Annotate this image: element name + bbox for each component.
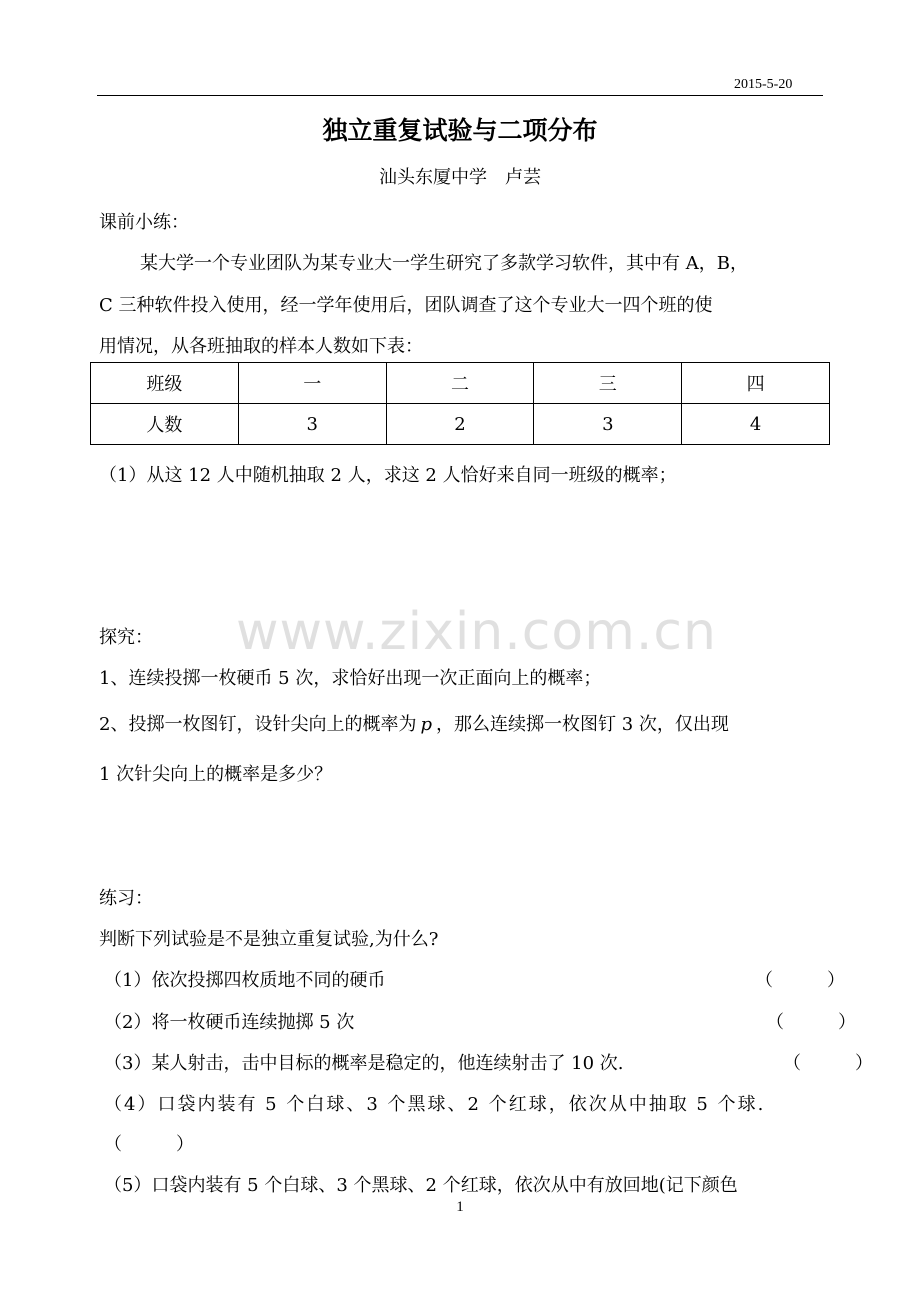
warmup-paragraph-line-1: 某大学一个专业团队为某专业大一学生研究了多款学习软件，其中有 A，B，	[140, 253, 748, 274]
table-cell: 二	[386, 363, 534, 404]
explore-item-1: 1、连续投掷一枚硬币 5 次，求恰好出现一次正面向上的概率；	[99, 668, 602, 689]
practice-item-1: （1）依次投掷四枚质地不同的硬币	[104, 970, 386, 991]
sample-table	[90, 362, 830, 445]
table-cell: 4	[682, 404, 830, 445]
practice-item-5: （5）口袋内装有 5 个白球、3 个黑球、2 个红球，依次从中有放回地(记下颜色	[104, 1175, 738, 1196]
answer-blank-1[interactable]: （ ）	[755, 970, 845, 991]
header-rule	[97, 95, 823, 96]
table-cell: 班级	[91, 363, 239, 404]
watermark: www.zixin.com.cn	[236, 602, 717, 662]
header-date: 2015-5-20	[734, 77, 793, 92]
answer-blank-2[interactable]: （ ）	[766, 1012, 856, 1033]
table-cell: 3	[534, 404, 682, 445]
explore-item-2-text-b: ，那么连续掷一枚图钉 3 次，仅出现	[435, 714, 729, 735]
explore-item-2-text-a: 2、投掷一枚图钉，设针尖向上的概率为	[99, 714, 417, 735]
warmup-question-1: （1）从这 12 人中随机抽取 2 人，求这 2 人恰好来自同一班级的概率；	[99, 465, 677, 486]
warmup-heading: 课前小练：	[99, 212, 189, 233]
explore-item-2-line-2: 1 次针尖向上的概率是多少？	[99, 764, 333, 785]
page-number: 1	[456, 1199, 464, 1215]
table-cell: 三	[534, 363, 682, 404]
table-cell: 人数	[91, 404, 239, 445]
warmup-paragraph-line-2: C 三种软件投入使用，经一学年使用后，团队调查了这个专业大一四个班的使	[99, 295, 713, 316]
table-cell: 四	[682, 363, 830, 404]
answer-blank-4[interactable]: （ ）	[104, 1134, 194, 1155]
practice-prompt: 判断下列试验是不是独立重复试验,为什么?	[99, 929, 439, 950]
table-header-row	[91, 363, 830, 404]
answer-blank-3[interactable]: （ ）	[783, 1053, 873, 1074]
table-row	[91, 404, 830, 445]
practice-item-3: （3）某人射击，击中目标的概率是稳定的，他连续射击了 10 次.	[104, 1053, 624, 1074]
practice-item-2: （2）将一枚硬币连续抛掷 5 次	[104, 1012, 355, 1033]
variable-p: p	[420, 714, 432, 735]
practice-item-4: （4）口袋内装有 5 个白球、3 个黑球、2 个红球，依次从中抽取 5 个球.	[104, 1094, 766, 1115]
table-cell: 3	[238, 404, 386, 445]
explore-heading: 探究：	[99, 627, 153, 648]
practice-heading: 练习：	[99, 888, 153, 909]
table-cell: 2	[386, 404, 534, 445]
table-cell: 一	[238, 363, 386, 404]
page-title: 独立重复试验与二项分布	[322, 116, 598, 145]
explore-item-2-line-1	[99, 710, 729, 736]
page-subtitle: 汕头东厦中学 卢芸	[379, 167, 541, 188]
warmup-paragraph-line-3: 用情况，从各班抽取的样本人数如下表：	[99, 336, 423, 357]
